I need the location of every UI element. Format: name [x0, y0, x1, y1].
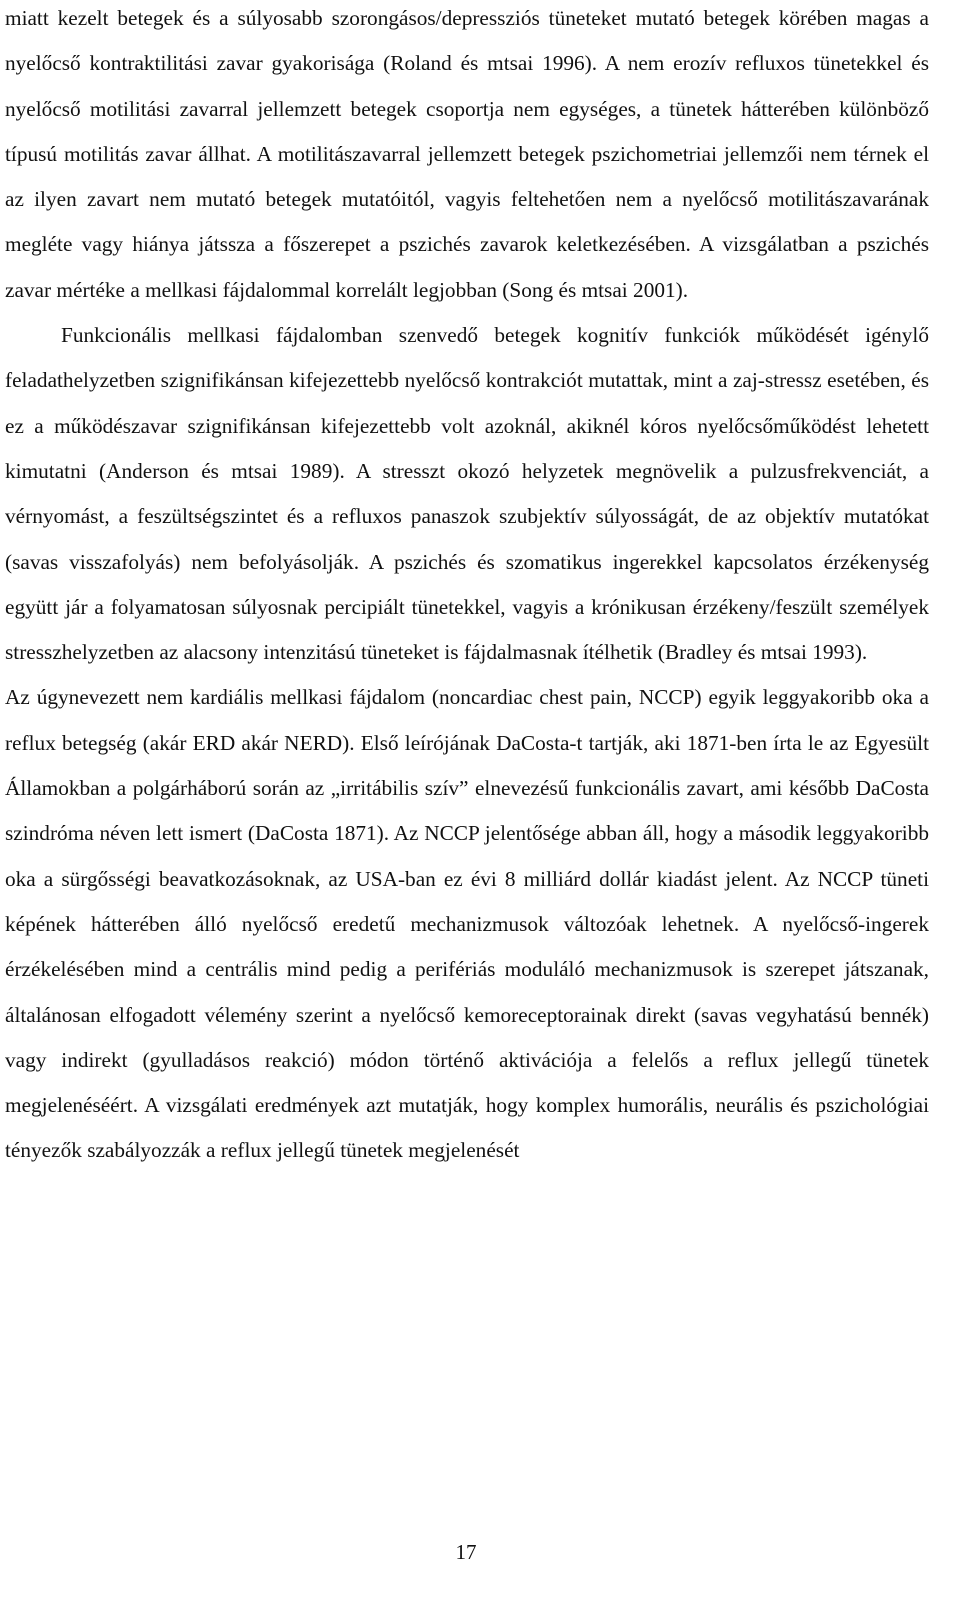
paragraph-functional-chest-pain: Funkcionális mellkasi fájdalomban szenvedő betegek kognitív funkciók működését igénylő feladathelyzetben szignifikánsan kifejezettebb nyelőcső kontrakciót mutattak, mint a zaj-stressz esetében, és ez a működészavar szignifikánsan kifejezettebb volt azoknál, akiknél kóros nyelőcsőműködést lehetett kimutatni (Anderson és mtsai 1989). A stresszt okozó helyzetek megnövelik a pulzusfrekvenciát, a vérnyomást, a feszültségszintet és a refluxos panaszok szubjektív súlyosságát, de az objektív mutatókat (savas visszafolyás) nem befolyásolják. A pszichés és szomatikus ingerekkel kapcsolatos érzékenység együtt jár a folyamatosan súlyosnak percipiált tünetekkel, vagyis a krónikusan érzékeny/feszült személyek stresszhelyzetben az alacsony intenzitású tüneteket is fájdalmasnak ítélhetik (Bradley és mtsai 1993). [5, 323, 929, 665]
paragraph-nccp: Az úgynevezett nem kardiális mellkasi fájdalom (noncardiac chest pain, NCCP) egyik leggyakoribb oka a reflux betegség (akár ERD akár NERD). Első leírójának DaCosta-t tartják, aki 1871-ben írta le az Egyesült Államokban a polgárháború során az „irritábilis szív” elnevezésű funkcionális zavart, ami később DaCosta szindróma néven lett ismert (DaCosta 1871). Az NCCP jelentősége abban áll, hogy a második leggyakoribb oka a sürgősségi beavatkozásoknak, az USA-ban ez évi 8 milliárd dollár kiadást jelent. Az NCCP tüneti képének hátterében álló nyelőcső eredetű mechanizmusok változóak lehetnek. A nyelőcső-ingerek érzékelésében mind a centrális mind pedig a perifériás moduláló mechanizmusok is szerepet játszanak, általánosan elfogadott vélemény szerint a nyelőcső kemoreceptorainak direkt (savas vegyhatású bennék) vagy indirekt (gyulladásos reakció) módon történő aktivációja a felelős a reflux jellegű tünetek megjelenéséért. A vizsgálati eredmények azt mutatják, hogy komplex humorális, neurális és pszichológiai tényezők szabályozzák a reflux jellegű tünetek megjelenését [5, 685, 929, 1163]
body-text [5, 0, 929, 1174]
paragraph-continuation: miatt kezelt betegek és a súlyosabb szorongásos/depressziós tüneteket mutató betegek körében magas a nyelőcső kontraktilitási zavar gyakorisága (Roland és mtsai 1996). A nem erozív refluxos tünetekkel és nyelőcső motilitási zavarral jellemzett betegek csoportja nem egységes, a tünetek hátterében különböző típusú motilitás zavar állhat. A motilitászavarral jellemzett betegek pszichometriai jellemzői nem térnek el az ilyen zavart nem mutató betegek mutatóitól, vagyis feltehetően nem a nyelőcső motilitászavarának megléte vagy hiánya játssza a főszerepet a pszichés zavarok keletkezésében. A vizsgálatban a pszichés zavar mértéke a mellkasi fájdalommal korrelált legjobban (Song és mtsai 2001). [5, 6, 929, 302]
page-number: 17 [455, 1540, 477, 1564]
